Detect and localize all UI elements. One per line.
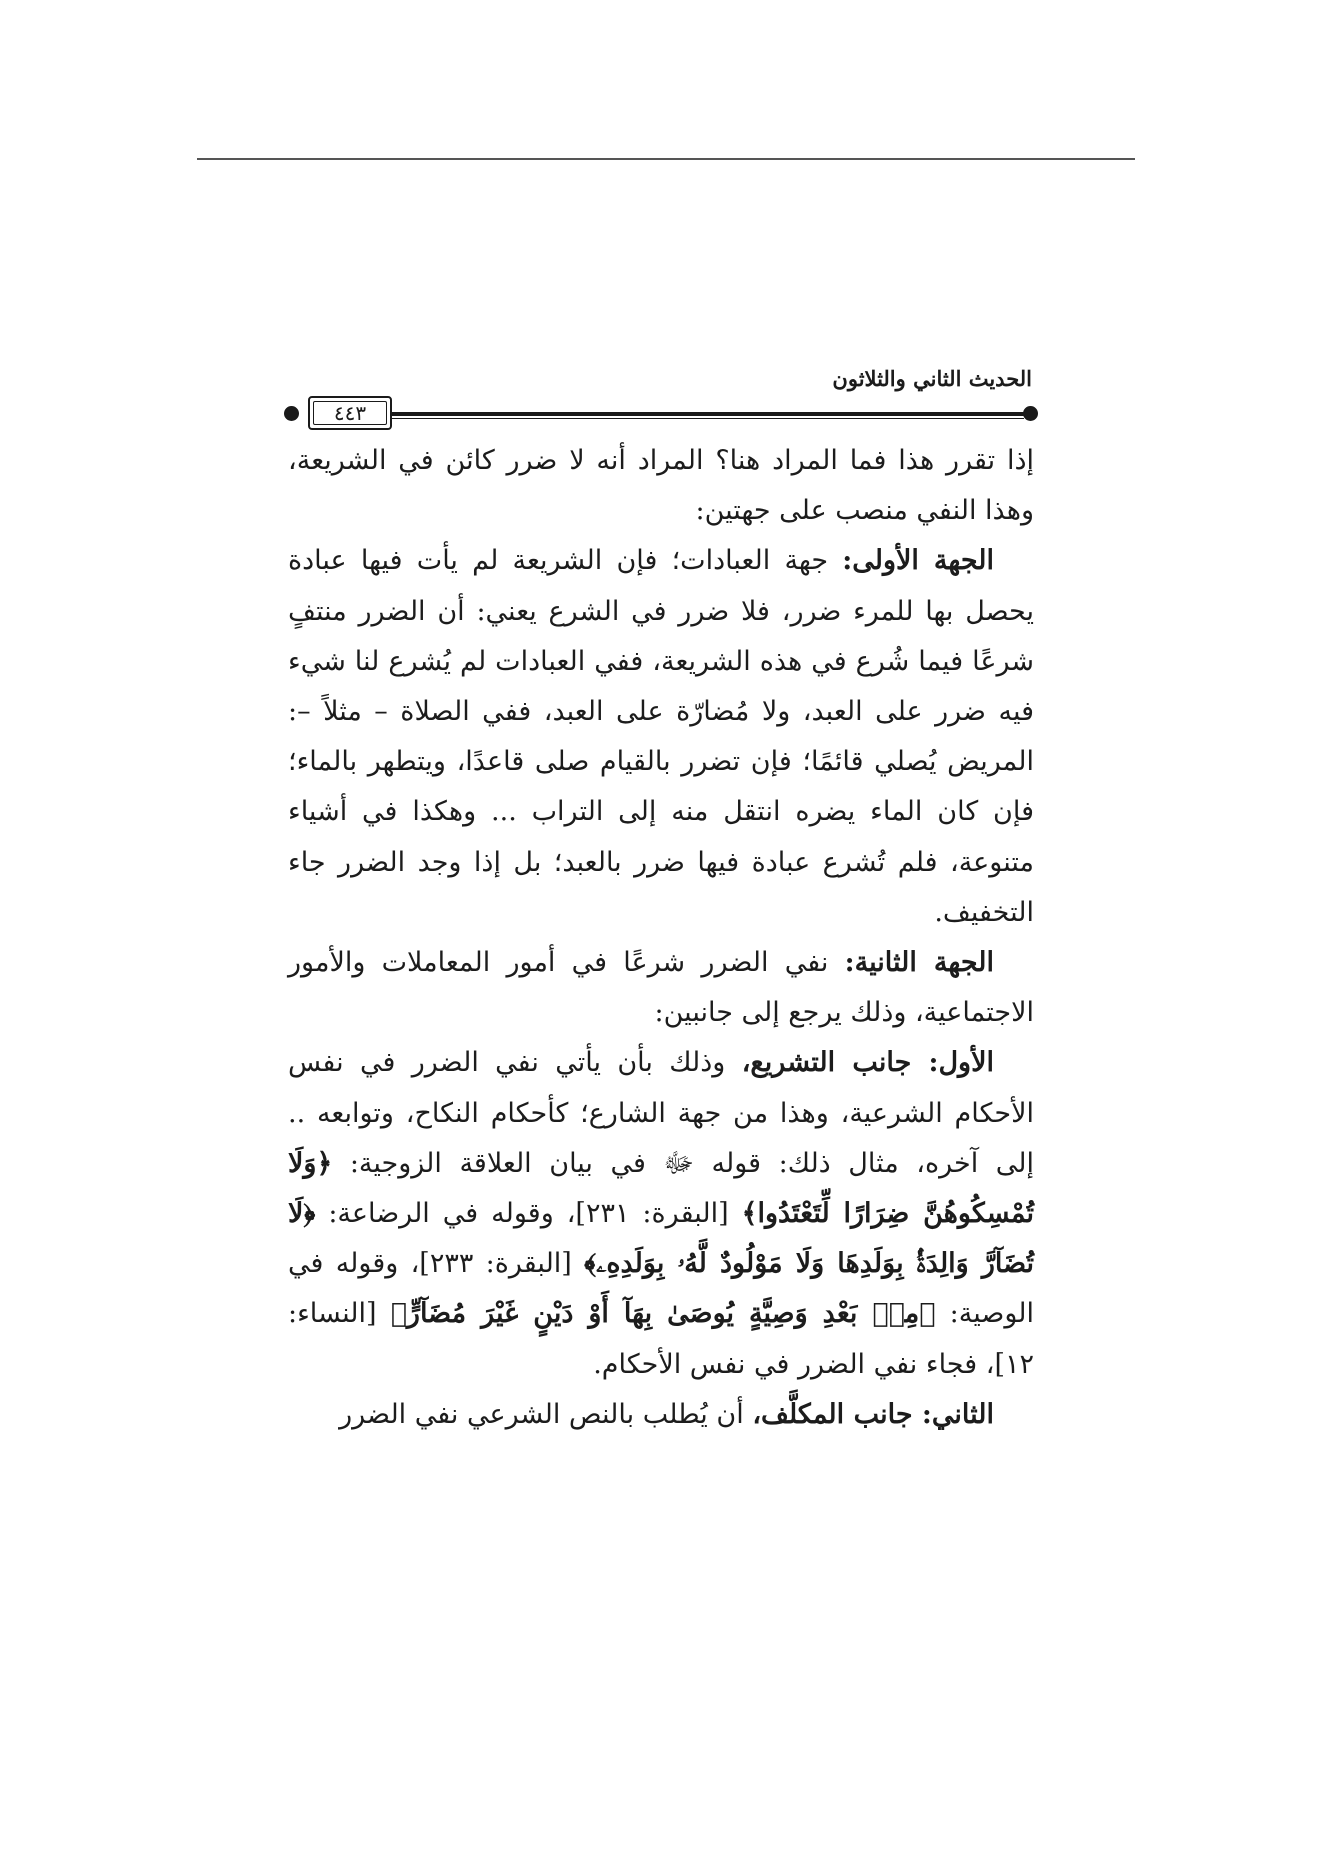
ornate-bracket-open: ﴿: [316, 1147, 333, 1179]
quran-verse: وَلَا تُمْسِكُوهُنَّ ضِرَارًا لِّتَعْتَدُوا: [288, 1147, 1034, 1230]
paragraph: [288, 1390, 1034, 1440]
ornate-bracket-close: ﴾: [390, 1298, 407, 1330]
section-heading: الأول: جانب التشريع،: [741, 1047, 994, 1079]
verse-reference: [النساء: ١٢]، فجاء نفي الضرر في نفس الأحكام.: [288, 1298, 1034, 1380]
body-text: [288, 436, 1034, 1440]
header-rule-end-dot: [1023, 406, 1038, 421]
section-heading: الجهة الثانية:: [844, 947, 995, 979]
section-heading: الثاني: جانب المكلَّف،: [752, 1398, 994, 1430]
ornate-bracket-close: ﴾: [584, 1248, 597, 1280]
paragraph: [288, 436, 1034, 536]
paragraph-text: جهة العبادات؛ فإن الشريعة لم يأت فيها عبادة يحصل بها للمرء ضرر، فلا ضرر في الشرع يعني: أن الضرر منتفٍ شرعًا فيما شُرع في هذه الشريعة، ففي العبادات لم يُشرع لنا شيء فيه ضرر على العبد، ولا مُضارّة على العبد، ففي الصلاة – مثلاً –: المريض يُصلي قائمًا؛ فإن تضرر بالقيام صلى قاعدًا، ويتطهر بالماء؛ فإن كان الماء يضره انتقل منه إلى التراب ... وهكذا في أشياء متنوعة، فلم تُشرع عبادة فيها ضرر بالعبد؛ بل إذا وجد الضرر جاء التخفيف.: [288, 545, 1034, 928]
page-number-box: [308, 396, 392, 430]
ornate-bracket-open: ﴿: [919, 1298, 936, 1330]
scan-top-rule: [197, 158, 1135, 160]
paragraph-text: نفي الضرر شرعًا في أمور المعاملات والأمور الاجتماعية، وذلك يرجع إلى جانبين:: [288, 947, 1034, 1029]
quran-verse: مِنۢ بَعْدِ وَصِيَّةٍ يُوصَىٰ بِهَآ أَوْ دَيْنٍ غَيْرَ مُضَآرٍّ: [406, 1298, 920, 1330]
paragraph: [288, 1038, 1034, 1389]
book-page: [288, 360, 1034, 1440]
ornate-bracket-open: ﴿: [303, 1198, 316, 1230]
paragraph: [288, 938, 1034, 1038]
running-head: الحديث الثاني والثلاثون: [832, 366, 1032, 391]
paragraph-text: أن يُطلب بالنص الشرعي نفي الضرر: [339, 1398, 753, 1430]
verse-reference: [البقرة: ٢٣١]، وقوله في الرضاعة:: [315, 1198, 742, 1230]
paragraph-text: إذا تقرر هذا فما المراد هنا؟ المراد أنه لا ضرر كائن في الشريعة، وهذا النفي منصب على جهتين:: [288, 445, 1034, 527]
section-heading: الجهة الأولى:: [842, 545, 994, 577]
paragraph: [288, 536, 1034, 938]
page-header: [288, 360, 1034, 424]
ornate-bracket-close: ﴾: [741, 1198, 758, 1230]
quran-verse: لَا تُضَآرَّ وَالِدَةُۢ بِوَلَدِهَا وَلَا مَوْلُودٌ لَّهُۥ بِوَلَدِهِۦ: [288, 1198, 1035, 1280]
header-rule: [392, 412, 1024, 416]
page-number: ٤٤٣: [333, 401, 367, 425]
paragraph-text: وذلك بأن يأتي نفي الضرر في نفس الأحكام الشرعية، وهذا من جهة الشارع؛ كأحكام النكاح، وتوابعه .. إلى آخره، مثال ذلك: قوله ﷻ في بيان العلاقة الزوجية:: [288, 1047, 1034, 1179]
verse-reference: [البقرة: ٢٣٣]، وقوله في الوصية:: [288, 1248, 1034, 1330]
header-rule-end-dot: [284, 406, 299, 421]
